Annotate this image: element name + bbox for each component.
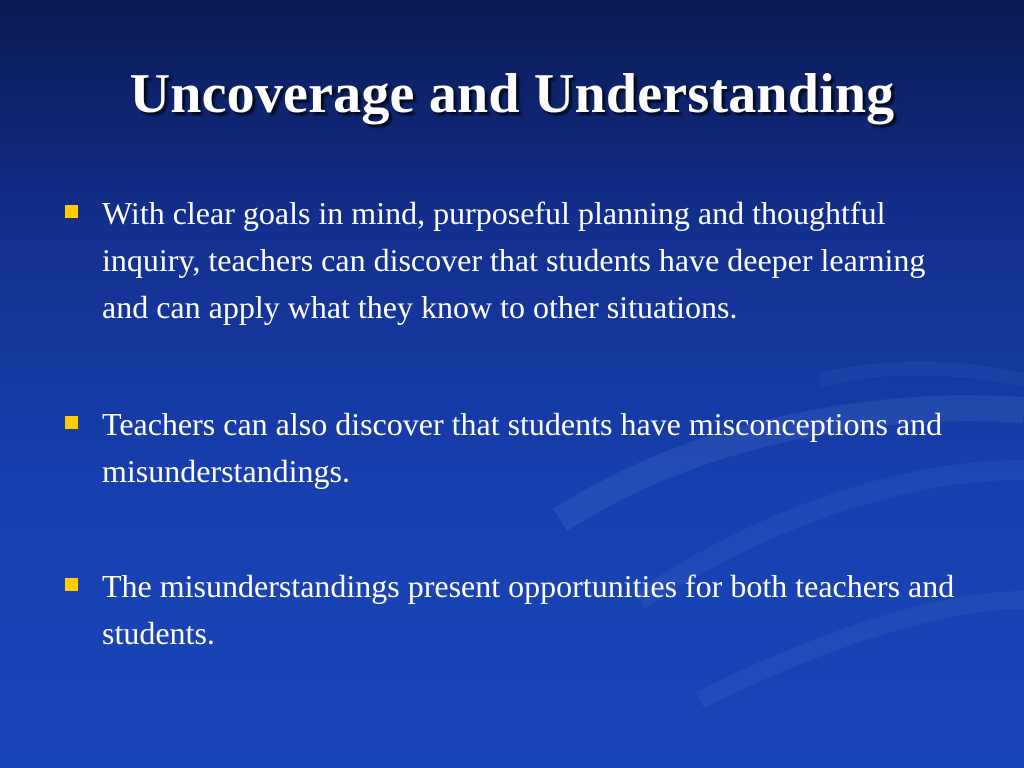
bullet-text: The misunderstandings present opportunities for both teachers and students. [102,568,955,651]
bullet-item [62,401,962,495]
slide-title: Uncoverage and Understanding [129,63,895,125]
bullet-item [62,563,962,657]
square-bullet-icon [65,416,78,429]
square-bullet-icon [65,578,78,591]
square-bullet-icon [65,205,78,218]
bullet-list [62,190,962,727]
bullet-text: Teachers can also discover that students have misconceptions and misunderstandings. [102,406,943,489]
bullet-item [62,190,962,331]
bullet-text: With clear goals in mind, purposeful planning and thoughtful inquiry, teachers can discover that students have deeper learning and can apply what they know to other situations. [102,195,926,325]
